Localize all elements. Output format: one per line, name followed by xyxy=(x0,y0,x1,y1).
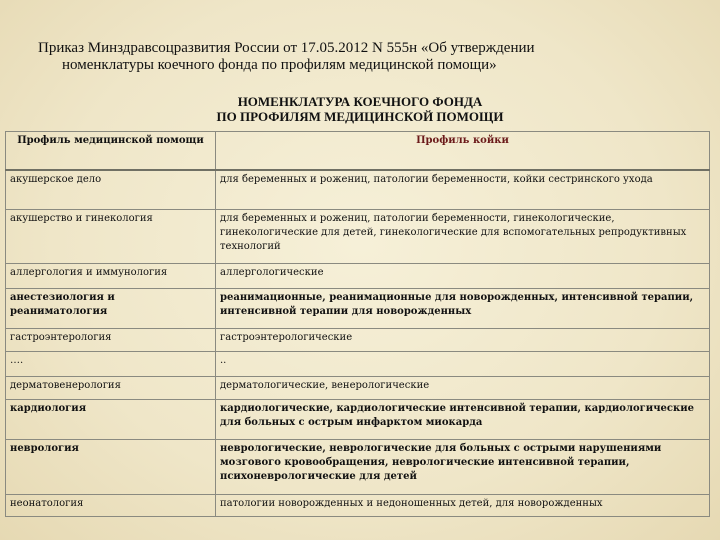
cell-profile: анестезиология и реаниматология xyxy=(6,289,216,329)
heading-line1: НОМЕНКЛАТУРА КОЕЧНОГО ФОНДА xyxy=(237,94,483,109)
cell-beds: гастроэнтерологические xyxy=(216,329,710,352)
header-bed-profile: Профиль койки xyxy=(216,132,710,170)
cell-profile: дерматовенерология xyxy=(6,377,216,400)
nomenclature-table xyxy=(5,131,710,517)
table-row xyxy=(6,495,710,517)
cell-profile: …. xyxy=(6,352,216,377)
table-row xyxy=(6,377,710,400)
cell-profile: кардиология xyxy=(6,400,216,440)
table-row xyxy=(6,400,710,440)
cell-profile: гастроэнтерология xyxy=(6,329,216,352)
cell-profile: неонатология xyxy=(6,495,216,517)
cell-beds: .. xyxy=(216,352,710,377)
table-row xyxy=(6,440,710,495)
cell-beds: дерматологические, венерологические xyxy=(216,377,710,400)
table-row xyxy=(6,210,710,264)
cell-beds: реанимационные, реанимационные для новорожденных, интенсивной терапии, интенсивной терапии для новорожденных xyxy=(216,289,710,329)
table-row xyxy=(6,289,710,329)
nomenclature-heading xyxy=(0,94,720,124)
table-row xyxy=(6,329,710,352)
heading-line2: ПО ПРОФИЛЯМ МЕДИЦИНСКОЙ ПОМОЩИ xyxy=(216,109,504,124)
table-row xyxy=(6,264,710,289)
cell-beds: неврологические, неврологические для больных с острыми нарушениями мозгового кровообращения, неврологические интенсивной терапии, психоневрологические для детей xyxy=(216,440,710,495)
order-title-line2: номенклатуры коечного фонда по профилям медицинской помощи» xyxy=(62,57,497,73)
table-row xyxy=(6,170,710,210)
header-medical-profile: Профиль медицинской помощи xyxy=(6,132,216,170)
cell-beds: патологии новорожденных и недоношенных детей, для новорожденных xyxy=(216,495,710,517)
cell-profile: неврология xyxy=(6,440,216,495)
table-header-row xyxy=(6,132,710,170)
cell-beds: для беременных и рожениц, патологии беременности, гинекологические, гинекологические для детей, гинекологические для вспомогательных репродуктивных технологий xyxy=(216,210,710,264)
table-row xyxy=(6,352,710,377)
order-title-line1: Приказ Минздравсоцразвития России от 17.05.2012 N 555н «Об утверждении xyxy=(38,40,535,56)
cell-beds: кардиологические, кардиологические интенсивной терапии, кардиологические для больных с острым инфарктом миокарда xyxy=(216,400,710,440)
cell-profile: акушерство и гинекология xyxy=(6,210,216,264)
cell-beds: для беременных и рожениц, патологии беременности, койки сестринского ухода xyxy=(216,170,710,210)
order-title xyxy=(38,40,678,74)
cell-profile: аллергология и иммунология xyxy=(6,264,216,289)
cell-beds: аллергологические xyxy=(216,264,710,289)
cell-profile: акушерское дело xyxy=(6,170,216,210)
